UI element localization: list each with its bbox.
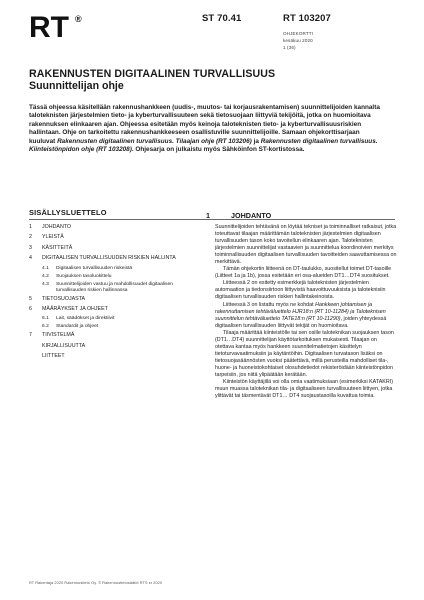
card-date: kesäkuu 2020 bbox=[283, 38, 313, 43]
body-paragraph bbox=[215, 302, 397, 330]
intro-text-end: . Ohjesarja on julkaistu myös Sähköinfon ST-kortistossa. bbox=[131, 146, 305, 154]
toc-item-label: LIITTEET bbox=[42, 353, 65, 360]
toc-item-number: 4.2 bbox=[42, 273, 49, 279]
toc-title: SISÄLLYSLUETTELO bbox=[29, 208, 107, 217]
toc-item-number: 3 bbox=[29, 244, 32, 251]
intro-text-mid: ja bbox=[251, 137, 261, 145]
toc-item-number: 4 bbox=[29, 255, 32, 262]
toc-item bbox=[29, 274, 199, 282]
toc-item bbox=[29, 306, 199, 316]
toc-item bbox=[29, 224, 199, 234]
rt-code: RT 103207 bbox=[283, 13, 331, 24]
body-ref: Hankkeen johtamisen ja rakennuttamisen tehtäväluettelo HJR18:n (RT 10-11284) ja Taloteknisen suunnittelun tehtäväluettelo TATE18:n (RT 10-11290) bbox=[215, 301, 386, 322]
section-number: 1 bbox=[206, 211, 210, 220]
section-divider bbox=[29, 219, 395, 220]
st-code: ST 70.41 bbox=[202, 13, 242, 24]
svg-text:®: ® bbox=[75, 14, 82, 24]
toc-item bbox=[29, 343, 199, 353]
body-text: Liitteessä 3 on listattu myös ne kohdat bbox=[223, 301, 316, 308]
toc-item bbox=[29, 332, 199, 342]
body-text: , joiden yhteydessä digitaalisen turvallisuuden liittyvät tekijät on huomioitava. bbox=[215, 315, 387, 329]
svg-text:RT: RT bbox=[29, 11, 69, 41]
toc-item-number: 5 bbox=[29, 295, 32, 302]
table-of-contents bbox=[29, 224, 199, 364]
toc-item-label: Suojauksen tasoluokittelu bbox=[56, 273, 112, 279]
toc-item-label: KIRJALLISUUTTA bbox=[42, 342, 86, 349]
toc-item-label: KÄSITTEITÄ bbox=[42, 244, 73, 251]
toc-item-label: MÄÄRÄYKSET JA OHJEET bbox=[42, 305, 108, 312]
footer-copyright: RT Rakentaja 2020 Rakennustieto Oy. © Rakennustietosäätiö RTS sr 2020 bbox=[29, 581, 163, 585]
section-body bbox=[215, 224, 397, 400]
toc-item-label: TIIVISTELMÄ bbox=[42, 332, 75, 339]
card-type: OHJEKORTTI bbox=[283, 31, 314, 36]
body-paragraph: Kiinteistön käyttäjillä voi olla omia vaatimuksiaan (esimerkiksi KATAKRI) muun muassa taloteknikan tila- ja digitaaliseen turvallisuuteen liittyen, jotka ylittävät tai täsmentävät DT1… DT4 suojaustasoilla kuvattua toimia. bbox=[215, 379, 393, 400]
intro-ref-1: Rakennusten digitaalinen turvallisuus. Tilaajan ohje (RT 103206) bbox=[57, 137, 252, 145]
toc-item-number: 4.3 bbox=[42, 281, 49, 287]
toc-item-label: YLEISTÄ bbox=[42, 234, 64, 241]
document-title: RAKENNUSTEN DIGITAALINEN TURVALLISUUS bbox=[29, 68, 276, 80]
toc-item-label: Digitaalisen turvallisuuden riskeistä bbox=[56, 265, 133, 271]
toc-item-number: 6.2 bbox=[42, 324, 49, 330]
intro-paragraph bbox=[29, 104, 381, 155]
toc-item bbox=[29, 245, 199, 255]
rt-logo bbox=[29, 11, 89, 41]
toc-item bbox=[29, 353, 199, 363]
intro-ref-2: Rakennusten digitaalinen turvallisuus. Kiinteistönpidon ohje (RT 103208) bbox=[29, 137, 378, 154]
toc-item bbox=[29, 316, 199, 324]
toc-item-label: TIETOSUOJASTA bbox=[42, 295, 86, 302]
toc-item-label: Suunnittelijoiden vastuu ja mahdollisuudet digitaalisen turvallisuuden riskien hallinnassa bbox=[56, 281, 173, 294]
toc-item-label: Standardit ja ohjeet bbox=[56, 324, 99, 330]
toc-item bbox=[29, 234, 199, 244]
toc-item-label: DIGITAALISEN TURVALLISUUDEN RISKIEN HALLINTA bbox=[42, 255, 176, 262]
body-paragraph: Tämän ohjekortin liitteenä on DT-taulukko, suositellut toimet DT-tasoille (Liitteet 1a ja 1b), jossa esitetään eri osa-alueiden DT1…DT4 suositukset. bbox=[215, 266, 392, 280]
toc-item-number: 1 bbox=[29, 224, 32, 230]
intro-text: Tässä ohjeessa käsitellään rakennushankkeen (uudis-, muutos- tai korjausrakentamisen) suunnittelijoiden kannalta taloteknisten järjestelmien tieto- ja kyberturvallisuuteen sekä tietosuojaan liittyviä tekijöitä, jotka on huomioitava rakennuksen elinkaaren ajan. Ohjeessa esitetään myös keinoja taloteknisten tieto- ja kyberturvallisuusriskien hallintaan. Ohje on tarkoitettu rakennushankkeeseen osallistuville suunnittelijoille. Samaan ohjekorttisarjaan kuuluvat bbox=[29, 104, 380, 145]
toc-item-number: 6.1 bbox=[42, 316, 49, 322]
toc-item-number: 6 bbox=[29, 305, 32, 312]
toc-item bbox=[29, 296, 199, 306]
card-meta bbox=[283, 30, 313, 51]
card-pages: 1 (36) bbox=[283, 45, 296, 50]
toc-item bbox=[29, 255, 199, 265]
toc-item bbox=[29, 282, 199, 296]
section-title: JOHDANTO bbox=[231, 211, 272, 220]
document-subtitle: Suunnittelijan ohje bbox=[29, 80, 124, 92]
toc-item-label: Lait, säädökset ja direktiivit bbox=[56, 316, 115, 322]
toc-item-number: 2 bbox=[29, 234, 32, 241]
body-paragraph: Liitteessä 2 on esitetty esimerkkejä taloteknisten järjestelmien automaation ja tiedonsiirtoon liittyvistä haavoittuvuuksista ja taloteknisiin digitaalisen turvallisuuden riskien hallintakeinoista. bbox=[215, 280, 386, 301]
toc-item-number: 7 bbox=[29, 332, 32, 339]
toc-item bbox=[29, 266, 199, 274]
toc-item-number: 4.1 bbox=[42, 265, 49, 271]
body-paragraph: Tilaaja määrittää kiinteistölle tai sen osille taloteknikan suojauksen tason (DT1…DT4) suunnittelijan käyttötarkoituksen mukaisesti. Tilaajan on otettava kantaa myös hankkeen suunnitelmatietojen käsittelyn tietoturvavaatimuksiin ja käytäntöihin. Digitaalisen turvatason lisäksi on tietosuojasäännösten vuoksi päätettävä, millä perusteilla mahdolliset tila-, huone- ja huoneistokohtaiset olosuhdetiedot rekisteröidään kiinteistönpidon tarpeisiin, jos niitä ylipäätään kerätään. bbox=[215, 329, 394, 378]
body-paragraph: Suunnittelijoiden tehtävänä on löytää tekniset ja toiminnalliset ratkaisut, jotka toteuttavat tilaajan määrittämän taloteknisten järjestelmien digitaalisen turvallisuuden tason koko tavoitellun elinkaaren ajan. Taloteknisten järjestelmien suunnittelijat vastaavien ja suunnittelua koordinoivien merkitys toiminnallisuuden digitaalisen turvallisuuden tavoitteiden saavuttamisessa on merkittävä. bbox=[215, 224, 397, 266]
toc-item-label: JOHDANTO bbox=[42, 224, 72, 230]
